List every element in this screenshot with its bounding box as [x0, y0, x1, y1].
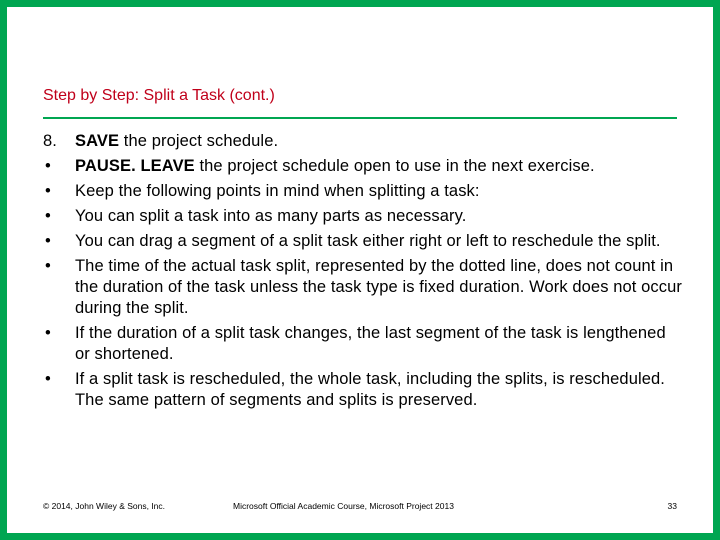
list-item — [43, 131, 683, 152]
list-item — [43, 256, 683, 319]
course-title: Microsoft Official Academic Course, Microsoft Project 2013 — [233, 501, 454, 511]
slide-title: Step by Step: Split a Task (cont.) — [43, 87, 275, 104]
page-number: 33 — [667, 501, 677, 511]
body-list — [43, 131, 683, 415]
item-text: The time of the actual task split, represented by the dotted line, does not count in the duration of the task unless the task type is fixed duration. Work does not occur during the split. — [75, 257, 683, 317]
bullet-marker: • — [45, 157, 51, 175]
item-text: If a split task is rescheduled, the whole task, including the splits, is rescheduled. The same pattern of segments and splits is preserved. — [75, 370, 665, 409]
slide-footer — [43, 501, 677, 513]
list-item — [43, 323, 683, 365]
item-text: Keep the following points in mind when splitting a task: — [75, 182, 480, 200]
bullet-marker: • — [45, 207, 51, 225]
bullet-marker: • — [45, 232, 51, 250]
item-text: You can drag a segment of a split task either right or left to reschedule the split. — [75, 232, 661, 250]
item-text: the project schedule open to use in the next exercise. — [194, 157, 595, 175]
list-item — [43, 181, 683, 202]
list-item — [43, 231, 683, 252]
bullet-marker: • — [45, 324, 51, 342]
bold-text: PAUSE. LEAVE — [75, 157, 195, 175]
copyright-notice: © 2014, John Wiley & Sons, Inc. — [43, 501, 166, 511]
bold-text: SAVE — [75, 132, 120, 150]
bullet-marker: • — [45, 257, 51, 275]
bullet-marker: • — [45, 370, 51, 388]
list-item — [43, 369, 683, 411]
list-item — [43, 206, 683, 227]
item-text: You can split a task into as many parts as necessary. — [75, 207, 467, 225]
item-text: If the duration of a split task changes, the last segment of the task is lengthened or shortened. — [75, 324, 666, 363]
item-text: the project schedule. — [119, 132, 279, 150]
list-item — [43, 156, 683, 177]
bullet-marker: • — [45, 182, 51, 200]
step-number: 8. — [43, 132, 57, 150]
title-divider — [43, 117, 677, 119]
